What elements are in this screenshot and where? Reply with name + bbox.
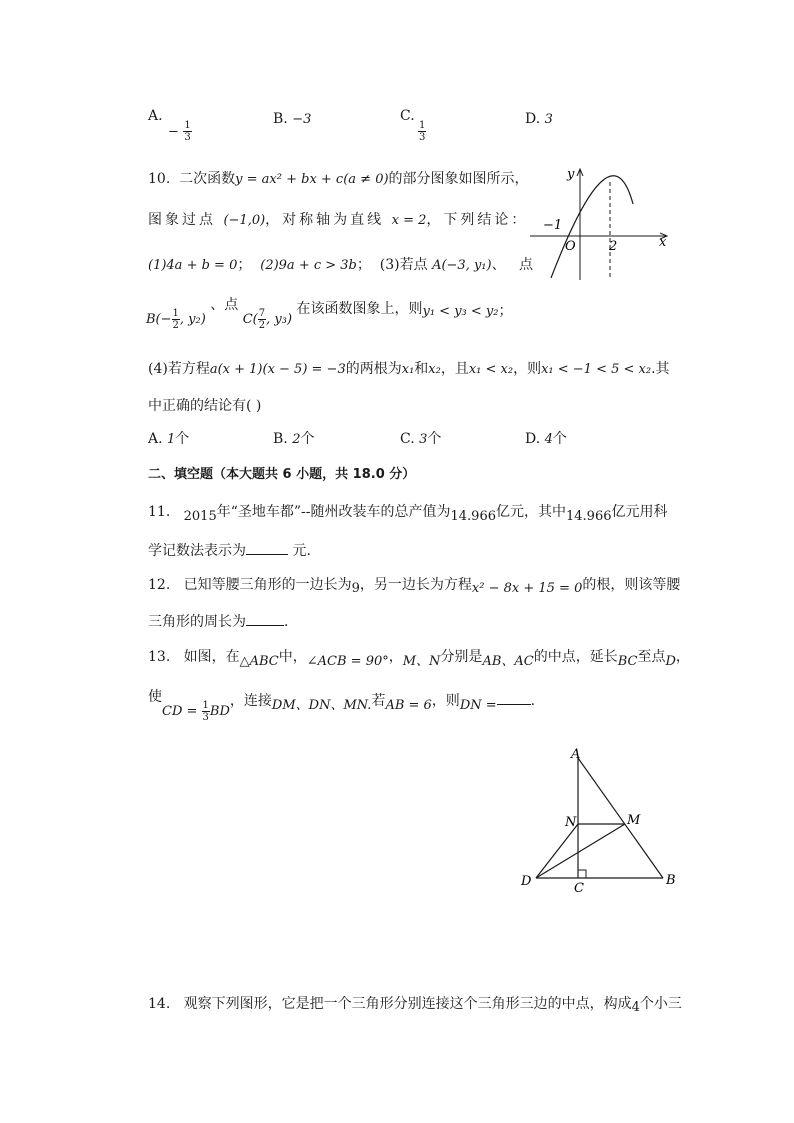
text: 使 [148,689,162,705]
q9-option-d [525,110,553,129]
text: (4)若方程 [148,361,210,377]
formula: BD [209,704,230,719]
minus-sign: − [168,124,179,140]
q9-option-b [273,110,311,129]
right-angle-mark [578,870,586,878]
text: . [284,614,289,630]
neg-one-label: −1 [543,218,563,233]
formula: x₁ < −1 < 5 < x₂ [541,362,652,377]
vertex-d-label: D [521,874,532,889]
formula: A(−3, y₁) [432,258,492,273]
parabola-curve [551,176,633,278]
formula: AB = 6 [385,698,432,713]
conclusion-1: (1)4a + b = 0 [148,258,238,273]
segment-dn [536,824,578,878]
number: 14.966 [566,509,612,524]
triangle-figure [515,742,685,897]
q9-option-a [148,107,163,125]
text: 在该函数图象上，则 [296,301,423,317]
q10-option-d [525,430,567,449]
option-value: 2 [292,432,301,447]
vertex-b-label: B [666,873,676,888]
option-value: 3 [419,432,428,447]
y-axis-label: y [567,167,575,182]
q9-option-a-value [168,120,192,143]
text: 亿元，其中 [496,504,566,520]
formula: CD = [162,704,198,719]
q12-line1 [148,576,680,595]
formula: B(− [146,312,172,327]
answer-blank[interactable] [246,625,284,626]
fraction [183,120,191,143]
text: .其 [651,361,670,377]
fraction [202,700,210,723]
text: 分） [389,467,416,482]
text: ，对称轴为直线 [265,212,385,228]
text: 年“圣地车都”--随州改装车的总产值为 [216,504,451,520]
q10-line3 [148,256,533,275]
text: ，另一边长为方程 [359,577,472,593]
formula: , y₃) [266,312,293,327]
text: 的根，则该等腰 [582,577,681,593]
numerator: 1 [202,700,209,711]
separator: ； [237,257,252,273]
numerator: 1 [172,308,179,319]
q10-line1 [148,170,529,189]
denominator: 3 [184,132,191,143]
option-label: A. [148,108,163,124]
numerator: 7 [258,308,266,319]
q10-line2 [148,211,528,230]
cd-formula [162,700,230,723]
question-number: 11. [148,504,171,520]
x-axis-label: x [659,235,667,250]
answer-blank[interactable] [497,704,531,705]
q10-line4 [146,297,513,331]
text: 如图，在 [183,649,240,665]
text: ，则 [431,693,460,709]
q10-line6: 中正确的结论有( ) [148,398,262,414]
formula: , y₂) [179,312,206,327]
text: 中， [278,649,307,665]
text: 和 [414,361,429,377]
question-number: 10. [148,171,171,187]
formula: x² − 8x + 15 = 0 [471,581,583,596]
formula: C( [242,312,258,327]
option-value: 4 [544,432,553,447]
formula: △ABC [239,654,279,669]
text: 亿元用科 [611,504,668,520]
text: 点 [518,257,533,273]
q13-line1 [148,648,690,667]
numerator: 1 [419,120,426,131]
formula: D [665,654,676,669]
option-value: 3 [544,112,553,127]
vertex-m-label: M [627,813,641,828]
text: ， [675,649,690,665]
origin-label: O [565,239,576,254]
text: 已知等腰三角形的一边长为 [183,577,352,593]
numerator: 1 [184,120,191,131]
q11-line1 [148,503,668,522]
q14-line1 [148,995,682,1014]
option-unit: 个 [175,431,190,447]
option-unit: 个 [300,431,315,447]
year: 2015 [183,509,217,524]
q11-line2 [148,542,311,560]
vertex-c-label: C [574,881,584,896]
text: (3)若点 [379,257,428,273]
option-label: A. [148,431,163,447]
fraction [172,308,180,331]
option-label: B. [273,111,288,127]
fraction [258,308,266,331]
separator: ； [356,257,371,273]
point-b [146,308,206,331]
text: ，则 [513,361,542,377]
vertex-n-label: N [565,815,577,830]
text: 元. [292,543,311,559]
separator: 、 [491,257,506,273]
question-number: 12. [148,577,171,593]
denominator: 3 [202,712,209,723]
text: 若 [371,693,386,709]
option-label: D. [525,431,541,447]
option-label: B. [273,431,288,447]
formula: x₁ < x₂ [468,362,514,377]
text: ，下列结论： [426,212,529,228]
q10-option-b [273,430,314,449]
text: 三角形的周长为 [148,614,246,630]
number: 4 [631,1000,640,1015]
formula: DN = [459,698,497,713]
q9-option-c-value [418,120,426,143]
text: 个小三 [639,996,682,1012]
vertex-a-label: A [571,747,581,762]
question-number: 13. [148,649,171,665]
text: 学记数法表示为 [148,543,246,559]
option-value: 1 [167,432,176,447]
fraction [418,120,426,143]
text: 小题，共 [296,467,349,482]
two-label: 2 [609,239,618,254]
q9-option-c [400,107,415,125]
text: 图象过点 [148,212,216,228]
option-unit: 个 [552,431,567,447]
conclusion-2: (2)9a + c > 3b [260,258,357,273]
score: 18.0 [352,467,385,482]
text: ，连接 [229,693,272,709]
text: 分别是 [440,649,483,665]
formula: AB、AC [482,654,534,669]
count: 6 [282,467,292,482]
point-c [242,308,293,331]
segment-ab [578,758,663,878]
answer-blank[interactable] [246,554,288,555]
text: 观察下列图形，它是把一个三角形分别连接这个三角形三边的中点，构成 [183,996,632,1012]
text: ，且 [440,361,469,377]
number: 14.966 [450,509,496,524]
formula: a(x + 1)(x − 5) = −3 [209,362,346,377]
formula: x₂ [428,362,441,377]
separator: ； [498,303,513,319]
text: 的部分图象如图所示， [388,171,529,187]
text: 二次函数 [179,171,236,187]
q10-option-c [400,430,441,449]
option-label: D. [525,111,541,127]
formula: (−1,0) [223,213,266,228]
parabola-graph [525,160,675,285]
option-label: C. [400,108,415,124]
section-heading [148,466,415,484]
option-value: −3 [292,112,312,127]
text: 的两根为 [345,361,402,377]
text: . [530,693,536,709]
option-unit: 个 [427,431,442,447]
q10-line5 [148,360,670,379]
text: 、点 [210,297,239,313]
text: 的中点，延长 [533,649,618,665]
denominator: 3 [419,132,426,143]
formula: y = ax² + bx + c(a ≠ 0) [235,172,389,187]
formula: ∠ACB = 90° [306,654,389,669]
number: 9 [351,581,360,596]
formula: BC [617,654,638,669]
q13-line2 [148,689,536,723]
formula: M、N [402,654,441,669]
question-number: 14. [148,996,171,1012]
denominator: 2 [258,320,266,331]
formula: y₁ < y₃ < y₂ [422,304,499,319]
formula: x = 2 [391,213,427,228]
text: 二、填空题（本大题共 [148,467,279,482]
denominator: 2 [172,320,179,331]
formula: x₁ [401,362,415,377]
text: ， [388,649,403,665]
text: 至点 [637,649,666,665]
q12-line2 [148,613,288,631]
formula: DM、DN、MN. [271,698,372,713]
option-label: C. [400,431,415,447]
q10-option-a [148,430,189,449]
